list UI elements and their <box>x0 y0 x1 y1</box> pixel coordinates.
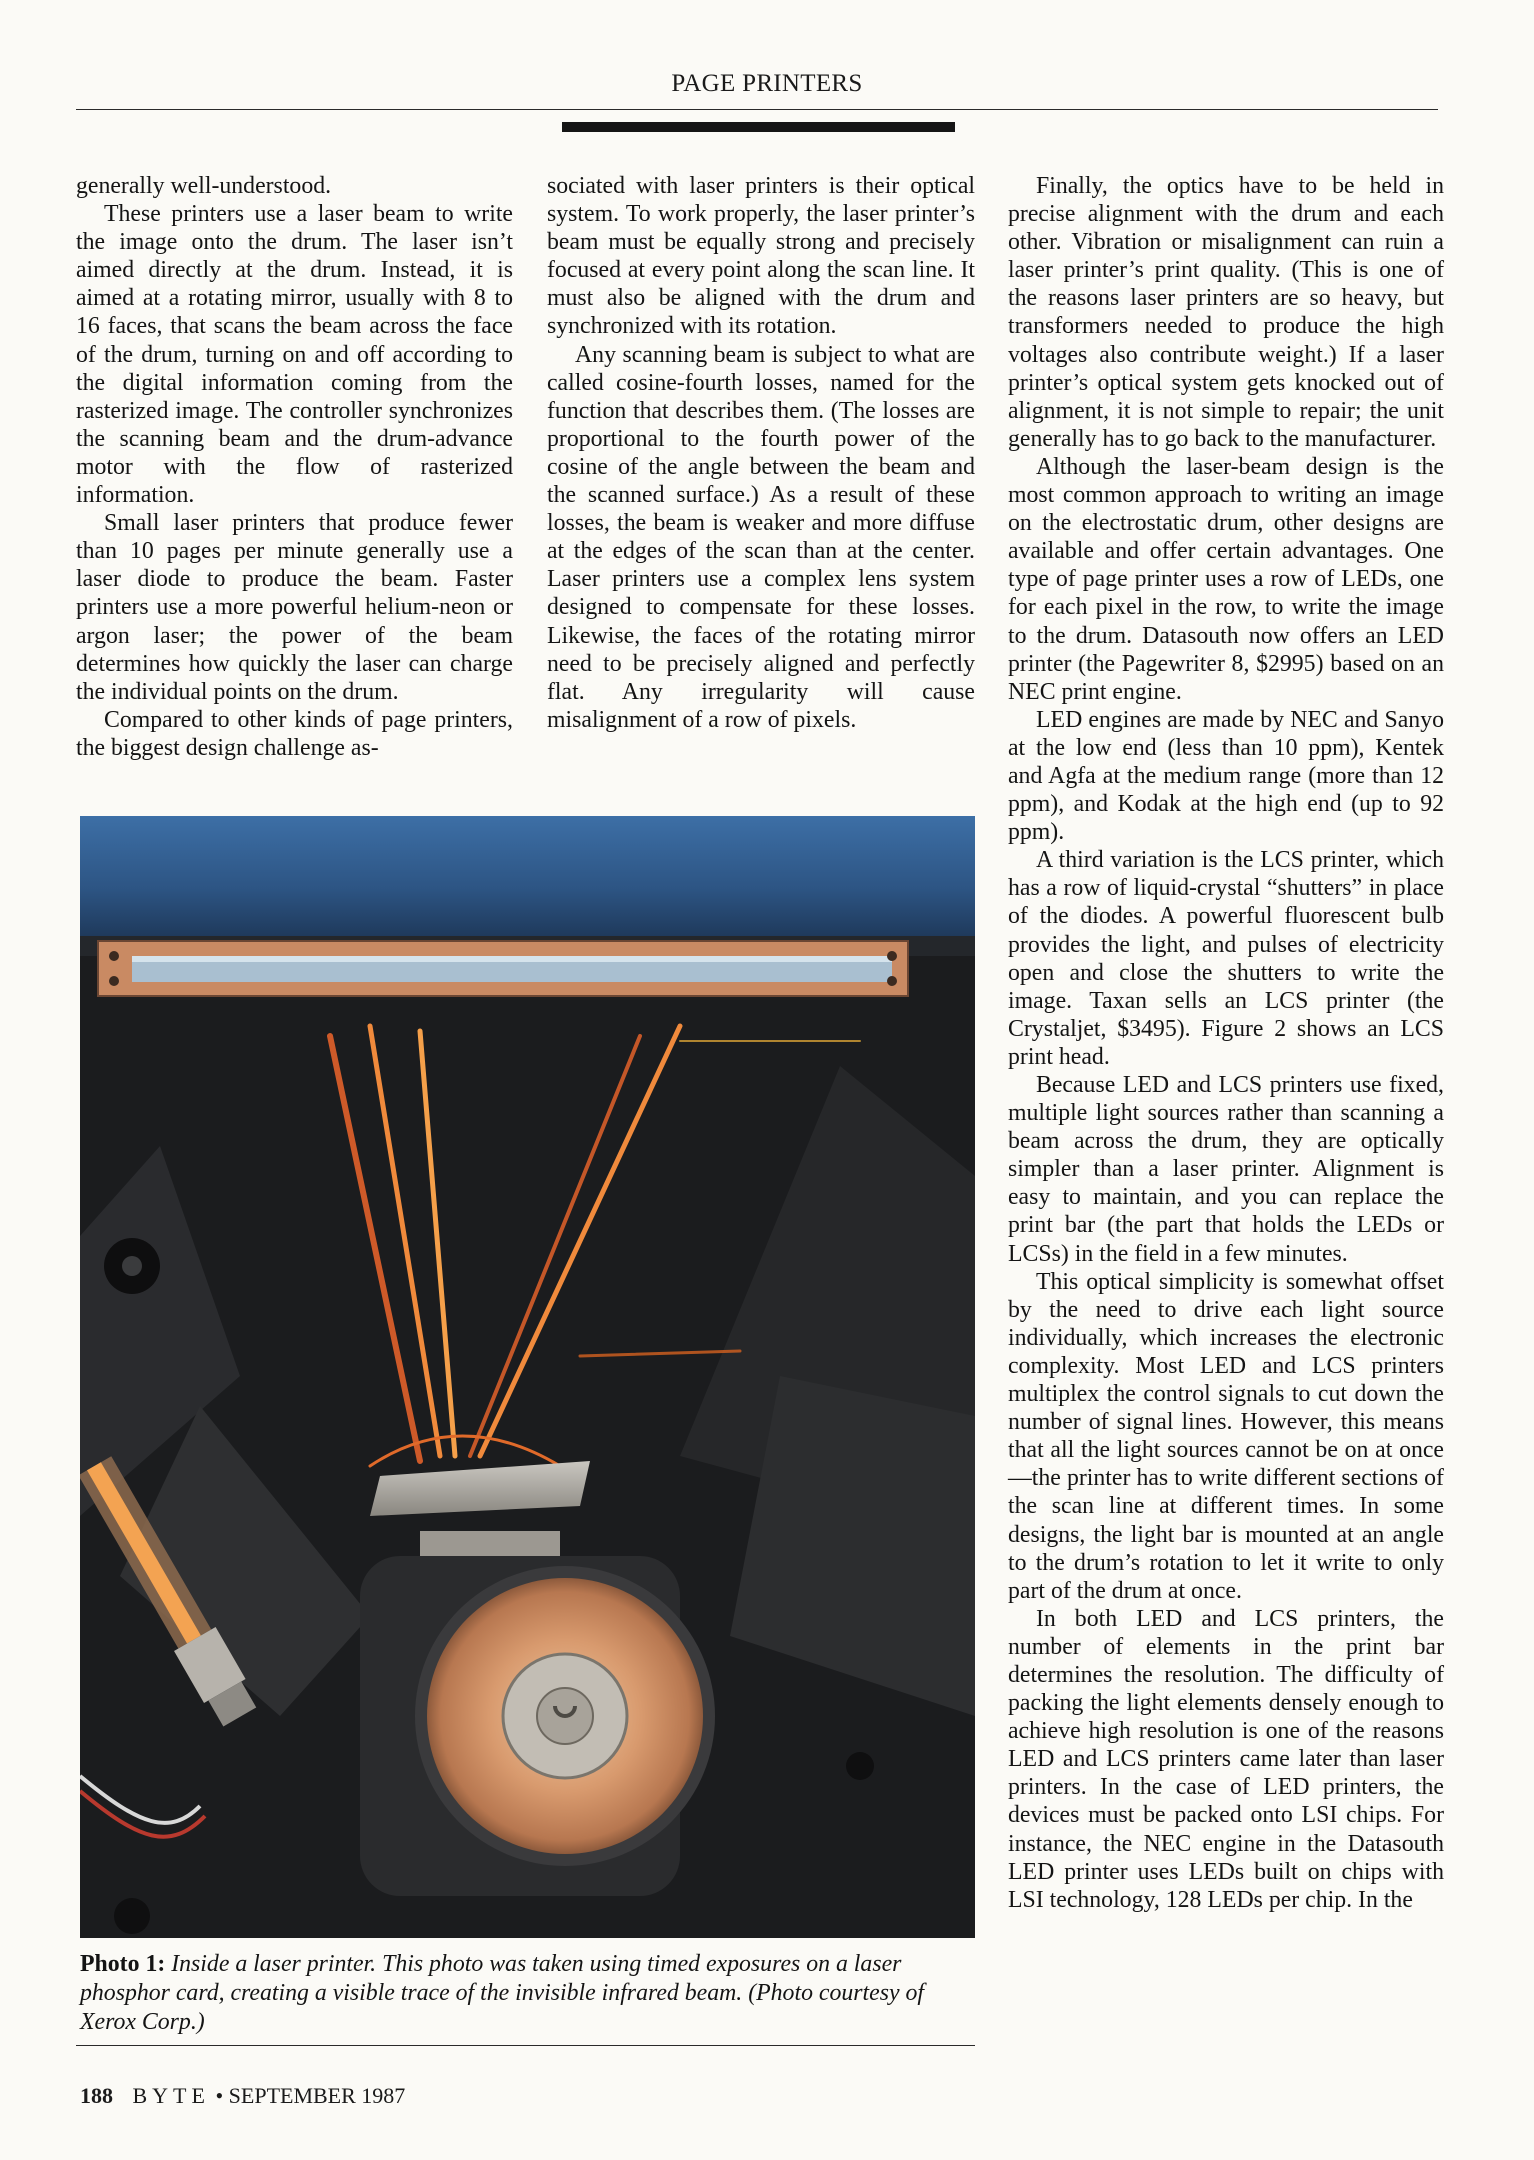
caption-rule <box>76 2045 975 2046</box>
magazine-name: BYTE <box>132 2083 210 2108</box>
paragraph: generally well-understood. <box>76 173 332 199</box>
paragraph: sociated with laser printers is their optical system. To work properly, the laser printer’s beam must be equally strong and precisely focused at every point along the scan line. It must also be aligned with the drum and synchronized with its rotation. <box>547 173 975 340</box>
paragraph: Any scanning beam is subject to what are called cosine-fourth losses, named for the function that describes them. (The losses are proportional to the fourth power of the cosine of the angle between the beam and the scanned surface.) As a result of these losses, the beam is weaker and more diffuse at the edges of the scan than at the center. Laser printers use a complex lens system designed to compensate for these losses. Likewise, the faces of the rotating mirror need to be precisely aligned and perfectly flat. Any irregularity will cause misalignment of a row of pixels. <box>547 341 975 733</box>
footer-separator: • <box>215 2083 224 2108</box>
paragraph: Because LED and LCS printers use fixed, multiple light sources rather than scanning a beam across the drum, they are optically simpler than a laser printer. Alignment is easy to maintain, and you can replace the print bar (the part that holds the LEDs or LCSs) in the field in a few minutes. <box>1008 1072 1444 1267</box>
laser-printer-photo <box>80 816 975 1938</box>
issue-date: SEPTEMBER 1987 <box>228 2083 406 2108</box>
text-column-1 <box>76 172 513 762</box>
paragraph: This optical simplicity is somewhat offset by the need to drive each light source individually, which increases the electronic complexity. Most LED and LCS printers multiplex the control signals to cut down the number of signal lines. However, this means that all the light sources cannot be on at once—the printer has to write different sections of the scan line at different times. In some designs, the light bar is mounted at an angle to the drum’s rotation to let it write to only part of the drum at once. <box>1008 1268 1444 1604</box>
paragraph: Compared to other kinds of page printers, the biggest design challenge as- <box>76 706 513 761</box>
text-column-3 <box>1008 172 1444 1914</box>
caption-label: Photo 1: <box>80 1951 166 1977</box>
text-column-2 <box>547 172 975 734</box>
paragraph: In both LED and LCS printers, the number of elements in the print bar determines the resolution. The difficulty of packing the light elements densely enough to achieve high resolution is one of the reasons LED and LCS printers came later than laser printers. In the case of LED printers, the devices must be packed onto LSI chips. For instance, the NEC engine in the Datasouth LED printer uses LEDs built on chips with LSI technology, 128 LEDs per chip. In the <box>1008 1605 1444 1913</box>
page-footer <box>80 2083 405 2109</box>
photo-caption <box>80 1950 975 2037</box>
paragraph: Small laser printers that produce fewer than 10 pages per minute generally use a laser diode to produce the beam. Faster printers use a more powerful helium-neon or argon laser; the power of the beam determines how quickly the laser can charge the individual points on the drum. <box>76 510 513 705</box>
header-bar <box>562 122 955 132</box>
paragraph: Finally, the optics have to be held in precise alignment with the drum and each other. Vibration or misalignment can ruin a laser printer’s print quality. (This is one of the reasons laser printers are so heavy, but transformers needed to produce the high voltages also contribute weight.) If a laser printer’s optical system gets knocked out of alignment, it is not simple to repair; the unit generally has to go back to the manufacturer. <box>1008 173 1444 452</box>
paragraph: LED engines are made by NEC and Sanyo at the low end (less than 10 ppm), Kentek and Agfa at the medium range (more than 12 ppm), and Kodak at the high end (up to 92 ppm). <box>1008 706 1444 846</box>
paragraph: A third variation is the LCS printer, which has a row of liquid-crystal “shutters” in place of the diodes. A powerful fluorescent bulb provides the light, and pulses of electricity open and close the shutters to write the image. Taxan sells an LCS printer (the Crystaljet, $3495). Figure 2 shows an LCS print head. <box>1008 847 1444 1070</box>
paragraph: These printers use a laser beam to write the image onto the drum. The laser isn’t aimed directly at the drum. Instead, it is aimed at a rotating mirror, usually with 8 to 16 faces, that scans the beam across the face of the drum, turning on and off according to the digital information coming from the rasterized image. The controller synchronizes the scanning beam and the drum-advance motor with the flow of rasterized information. <box>76 201 513 509</box>
running-header: PAGE PRINTERS <box>671 70 863 97</box>
caption-text: Inside a laser printer. This photo was taken using timed exposures on a laser phosphor card, creating a visible trace of the invisible infrared beam. (Photo courtesy of Xerox Corp.) <box>80 1951 924 2035</box>
page-number: 188 <box>80 2083 113 2108</box>
header-rule <box>76 109 1438 110</box>
paragraph: Although the laser-beam design is the most common approach to writing an image on the electrostatic drum, other designs are available and offer certain advantages. One type of page printer uses a row of LEDs, one for each pixel in the row, to write the image to the drum. Datasouth now offers an LED printer (the Pagewriter 8, $2995) based on an NEC print engine. <box>1008 453 1444 705</box>
